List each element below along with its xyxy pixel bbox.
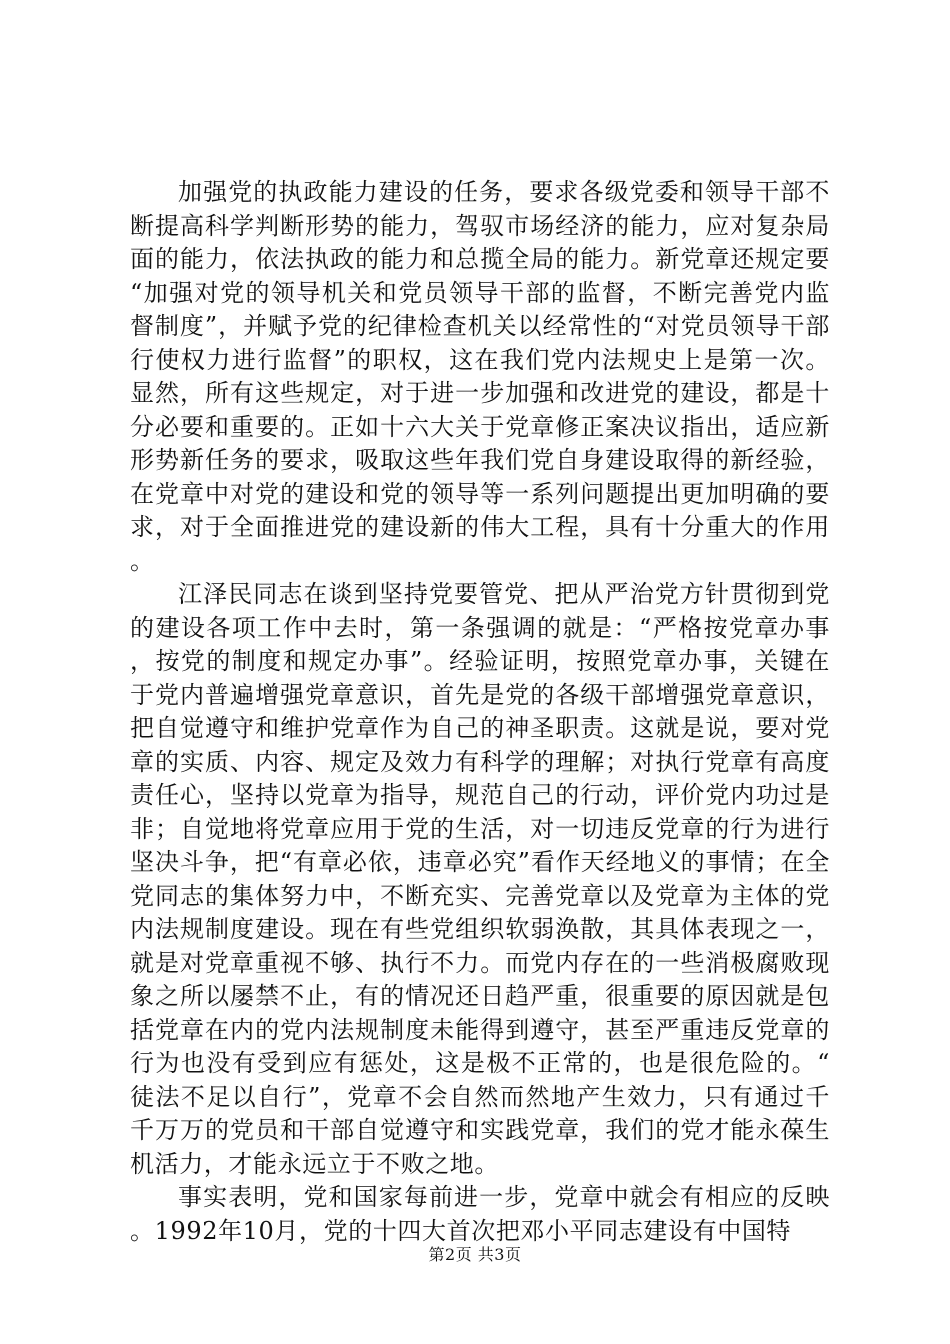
document-body <box>130 176 830 1248</box>
page-footer <box>0 1245 950 1265</box>
paragraph-3: 事实表明，党和国家每前进一步，党章中就会有相应的反映。1992年10月，党的十四大首次把邓小平同志建设有中国特 <box>130 1183 830 1245</box>
page-number-label: 第2页 共3页 <box>428 1245 522 1264</box>
paragraph-1: 加强党的执政能力建设的任务，要求各级党委和领导干部不断提高科学判断形势的能力，驾驭市场经济的能力，应对复杂局面的能力，依法执政的能力和总揽全局的能力。新党章还规定要“加强对党的领导机关和党员领导干部的监督，不断完善党内监督制度”，并赋予党的纪律检查机关以经常性的“对党员领导干部行使权力进行监督”的职权，这在我们党内法规史上是第一次。显然，所有这些规定，对于进一步加强和改进党的建设，都是十分必要和重要的。正如十六大关于党章修正案决议指出，适应新形势新任务的要求，吸取这些年我们党自身建设取得的新经验，在党章中对党的建设和党的领导等一系列问题提出更加明确的要求，对于全面推进党的建设新的伟大工程，具有十分重大的作用。 <box>130 178 830 575</box>
paragraph-2: 江泽民同志在谈到坚持党要管党、把从严治党方针贯彻到党的建设各项工作中去时，第一条强调的就是：“严格按党章办事，按党的制度和规定办事”。经验证明，按照党章办事，关键在于党内普遍增强党章意识，首先是党的各级干部增强党章意识，把自觉遵守和维护党章作为自己的神圣职责。这就是说，要对党章的实质、内容、规定及效力有科学的理解；对执行党章有高度责任心，坚持以党章为指导，规范自己的行动，评价党内功过是非；自觉地将党章应用于党的生活，对一切违反党章的行为进行坚决斗争，把“有章必依，违章必究”看作天经地义的事情；在全党同志的集体努力中，不断充实、完善党章以及党章为主体的党内法规制度建设。现在有些党组织软弱涣散，其具体表现之一，就是对党章重视不够、执行不力。而党内存在的一些消极腐败现象之所以屡禁不止，有的情况还日趋严重，很重要的原因就是包括党章在内的党内法规制度未能得到遵守，甚至严重违反党章的行为也没有受到应有惩处，这是极不正常的，也是很危险的。“徒法不足以自行”，党章不会自然而然地产生效力，只有通过千千万万的党员和干部自觉遵守和实践党章，我们的党才能永葆生机活力，才能永远立于不败之地。 <box>130 580 830 1178</box>
